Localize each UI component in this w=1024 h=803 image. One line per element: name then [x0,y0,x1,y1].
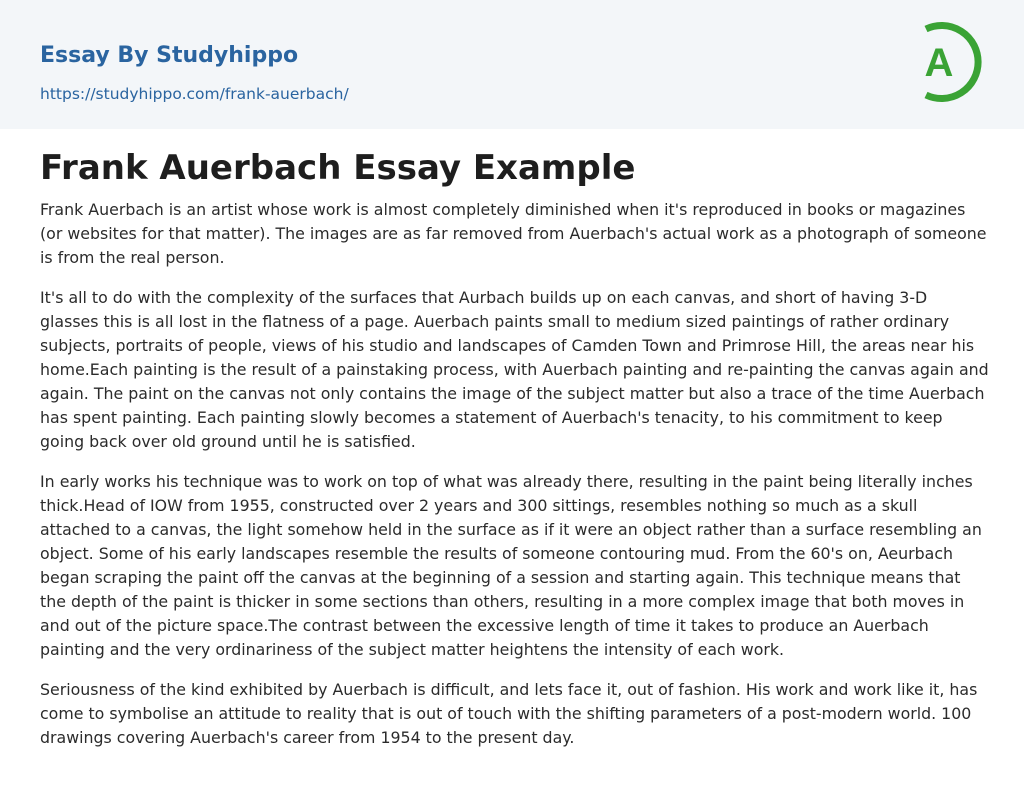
paragraph-3: In early works his technique was to work on top of what was already there, resulting in the paint being literally inches thick.Head of IOW from 1955, constructed over 2 years and 300 sittings, resembles nothing so much as a skull attached to a canvas, the light somehow held in the surface as if it were an object rather than a surface resembling an object. Some of his early landscapes resemble the results of someone contouring mud. From the 60's on, Aeurbach began scraping the paint off the canvas at the beginning of a session and starting again. This technique means that the depth of the paint is thicker in some sections than others, resulting in a more complex image that both moves in and out of the picture space.The contrast between the excessive length of time it takes to produce an Auerbach painting and the very ordinariness of the subject matter heightens the intensity of each work. [40,472,982,659]
paragraph-2: It's all to do with the complexity of the surfaces that Aurbach builds up on each canvas, and short of having 3-D glasses this is all lost in the flatness of a page. Auerbach paints small to medium sized paintings of rather ordinary subjects, portraits of people, views of his studio and landscapes of Camden Town and Primrose Hill, the areas near his home.Each painting is the result of a painstaking process, with Auerbach painting and re-painting the canvas again and again. The paint on the canvas not only contains the image of the subject matter but also a trace of the time Auerbach has spent painting. Each painting slowly becomes a statement of Auerbach's tenacity, to his commitment to keep going back over old ground until he is satisfied. [40,288,989,451]
logo-letter: A [924,41,954,85]
paragraph-4: Seriousness of the kind exhibited by Auerbach is difficult, and lets face it, out of fashion. His work and work like it, has come to symbolise an attitude to reality that is out of touch with the shifting parameters of a post-modern world. 100 drawings covering Auerbach's career from 1954 to the present day. [40,680,978,747]
site-header [0,0,1024,129]
studyhippo-logo-icon[interactable] [913,20,985,104]
page-title: Frank Auerbach Essay Example [40,148,636,188]
article [40,146,990,750]
page-url-link[interactable]: https://studyhippo.com/frank-auerbach/ [40,85,349,103]
paragraph-1: Frank Auerbach is an artist whose work is almost completely diminished when it's reproduced in books or magazines (or websites for that matter). The images are as far removed from Auerbach's actual work as a photograph of someone is from the real person. [40,200,987,267]
site-brand[interactable]: Essay By Studyhippo [40,43,299,68]
